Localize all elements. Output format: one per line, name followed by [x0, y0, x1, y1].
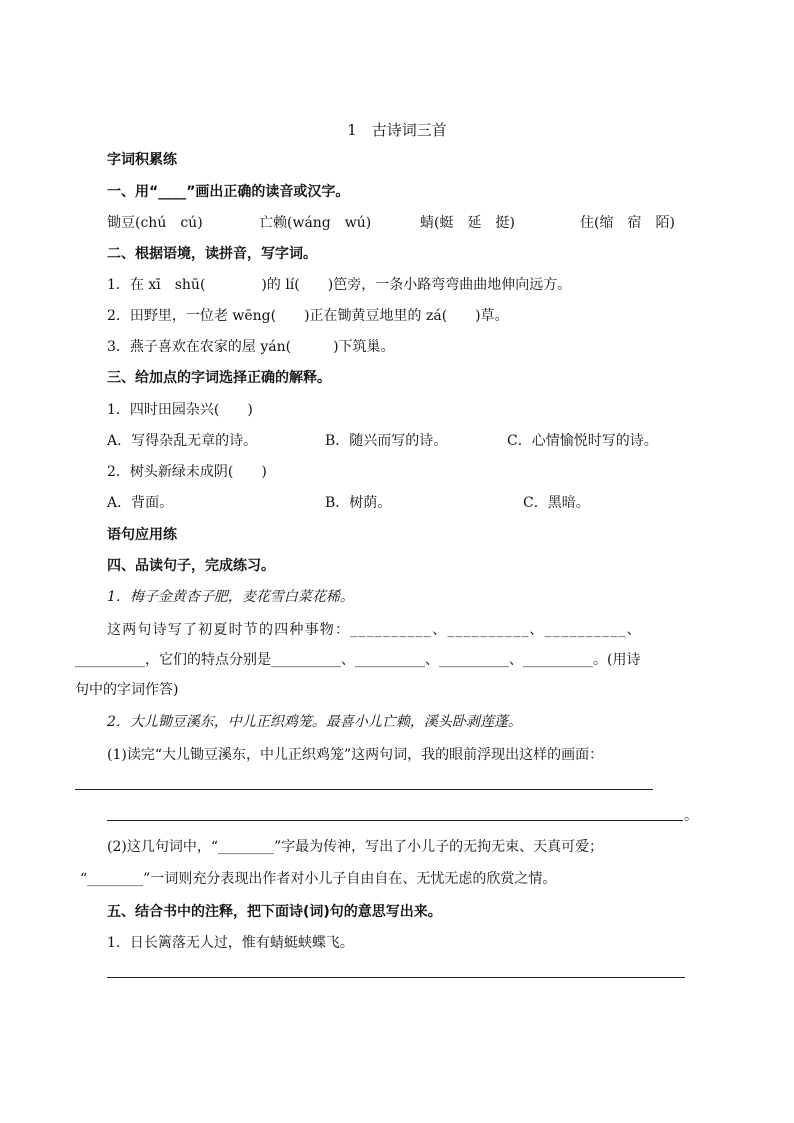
- q1-item-4: 住(缩 宿 陌): [580, 215, 675, 231]
- q2-heading: 二、根据语境，读拼音，写字词。: [107, 246, 317, 262]
- q3-2-option-a: A．背面。: [107, 495, 174, 511]
- q4-poem-1-question-line-1: 这两句诗写了初夏时节的四种事物：__________、__________、__________、: [107, 622, 642, 638]
- q4-sub-1: (1)读完“大儿锄豆溪东，中儿正织鸡笼”这两句词，我的眼前浮现出这样的画面：: [107, 747, 604, 763]
- q1-item-2: 亡赖(wáng wú): [259, 215, 372, 231]
- q3-heading: 三、给加点的字词选择正确的解释。: [107, 370, 331, 386]
- q3-2-option-c: C．黑暗。: [523, 495, 590, 511]
- q1-item-1: 锄豆(chú cú): [107, 215, 203, 231]
- q4-poem-2: 2．大儿锄豆溪东，中儿正织鸡笼。最喜小儿亡赖，溪头卧剥莲蓬。: [107, 714, 522, 730]
- q4-heading: 四、品读句子，完成练习。: [107, 558, 275, 574]
- q4-poem-1-question-line-3: 句中的字词作答): [75, 682, 179, 698]
- q4-poem-1: 1．梅子金黄杏子肥，麦花雪白菜花稀。: [107, 589, 354, 605]
- part-heading-vocabulary: 字词积累练: [107, 152, 177, 168]
- answer-line-2[interactable]: [107, 820, 683, 821]
- q2-item-1: 1．在 xī shū( )的 lí( )笆旁，一条小路弯弯曲曲地伸向远方。: [107, 277, 572, 293]
- q3-sub-1: 1．四时田园杂兴( ): [107, 402, 253, 418]
- q1-item-3: 蜻(蜓 延 挺): [420, 215, 515, 231]
- answer-line-period: 。: [684, 808, 698, 824]
- q3-1-option-c: C．心情愉悦时写的诗。: [507, 433, 658, 449]
- q4-poem-1-question-line-2: __________，它们的特点分别是__________、__________、__________、__________。(用诗: [75, 652, 641, 668]
- q3-2-option-b: B．树荫。: [325, 495, 392, 511]
- q3-1-option-b: B．随兴而写的诗。: [325, 433, 448, 449]
- part-heading-sentences: 语句应用练: [107, 527, 177, 543]
- q2-item-3: 3．燕子喜欢在农家的屋 yán( )下筑巢。: [107, 339, 395, 355]
- q2-item-2: 2．田野里，一位老 wēng( )正在锄黄豆地里的 zá( )草。: [107, 308, 509, 324]
- q1-heading: 一、用“____”画出正确的读音或汉字。: [107, 184, 350, 200]
- q3-1-option-a: A．写得杂乱无章的诗。: [107, 433, 258, 449]
- q4-sub-2-line-1: (2)这几句词中，“________”字最为传神，写出了小儿子的无拘无束、天真可爱；: [107, 839, 604, 855]
- answer-line-3[interactable]: [107, 977, 685, 978]
- q5-item-1: 1．日长篱落无人过，惟有蜻蜓蛱蝶飞。: [107, 935, 354, 951]
- answer-line-1[interactable]: [75, 789, 653, 790]
- q5-heading: 五、结合书中的注释，把下面诗(词)句的意思写出来。: [107, 904, 442, 920]
- q4-sub-2-line-2: “________”一词则充分表现出作者对小儿子自由自在、无忧无虑的欣赏之情。: [80, 871, 557, 887]
- page-title: 1 古诗词三首: [347, 121, 447, 139]
- q3-sub-2: 2．树头新绿未成阴( ): [107, 464, 267, 480]
